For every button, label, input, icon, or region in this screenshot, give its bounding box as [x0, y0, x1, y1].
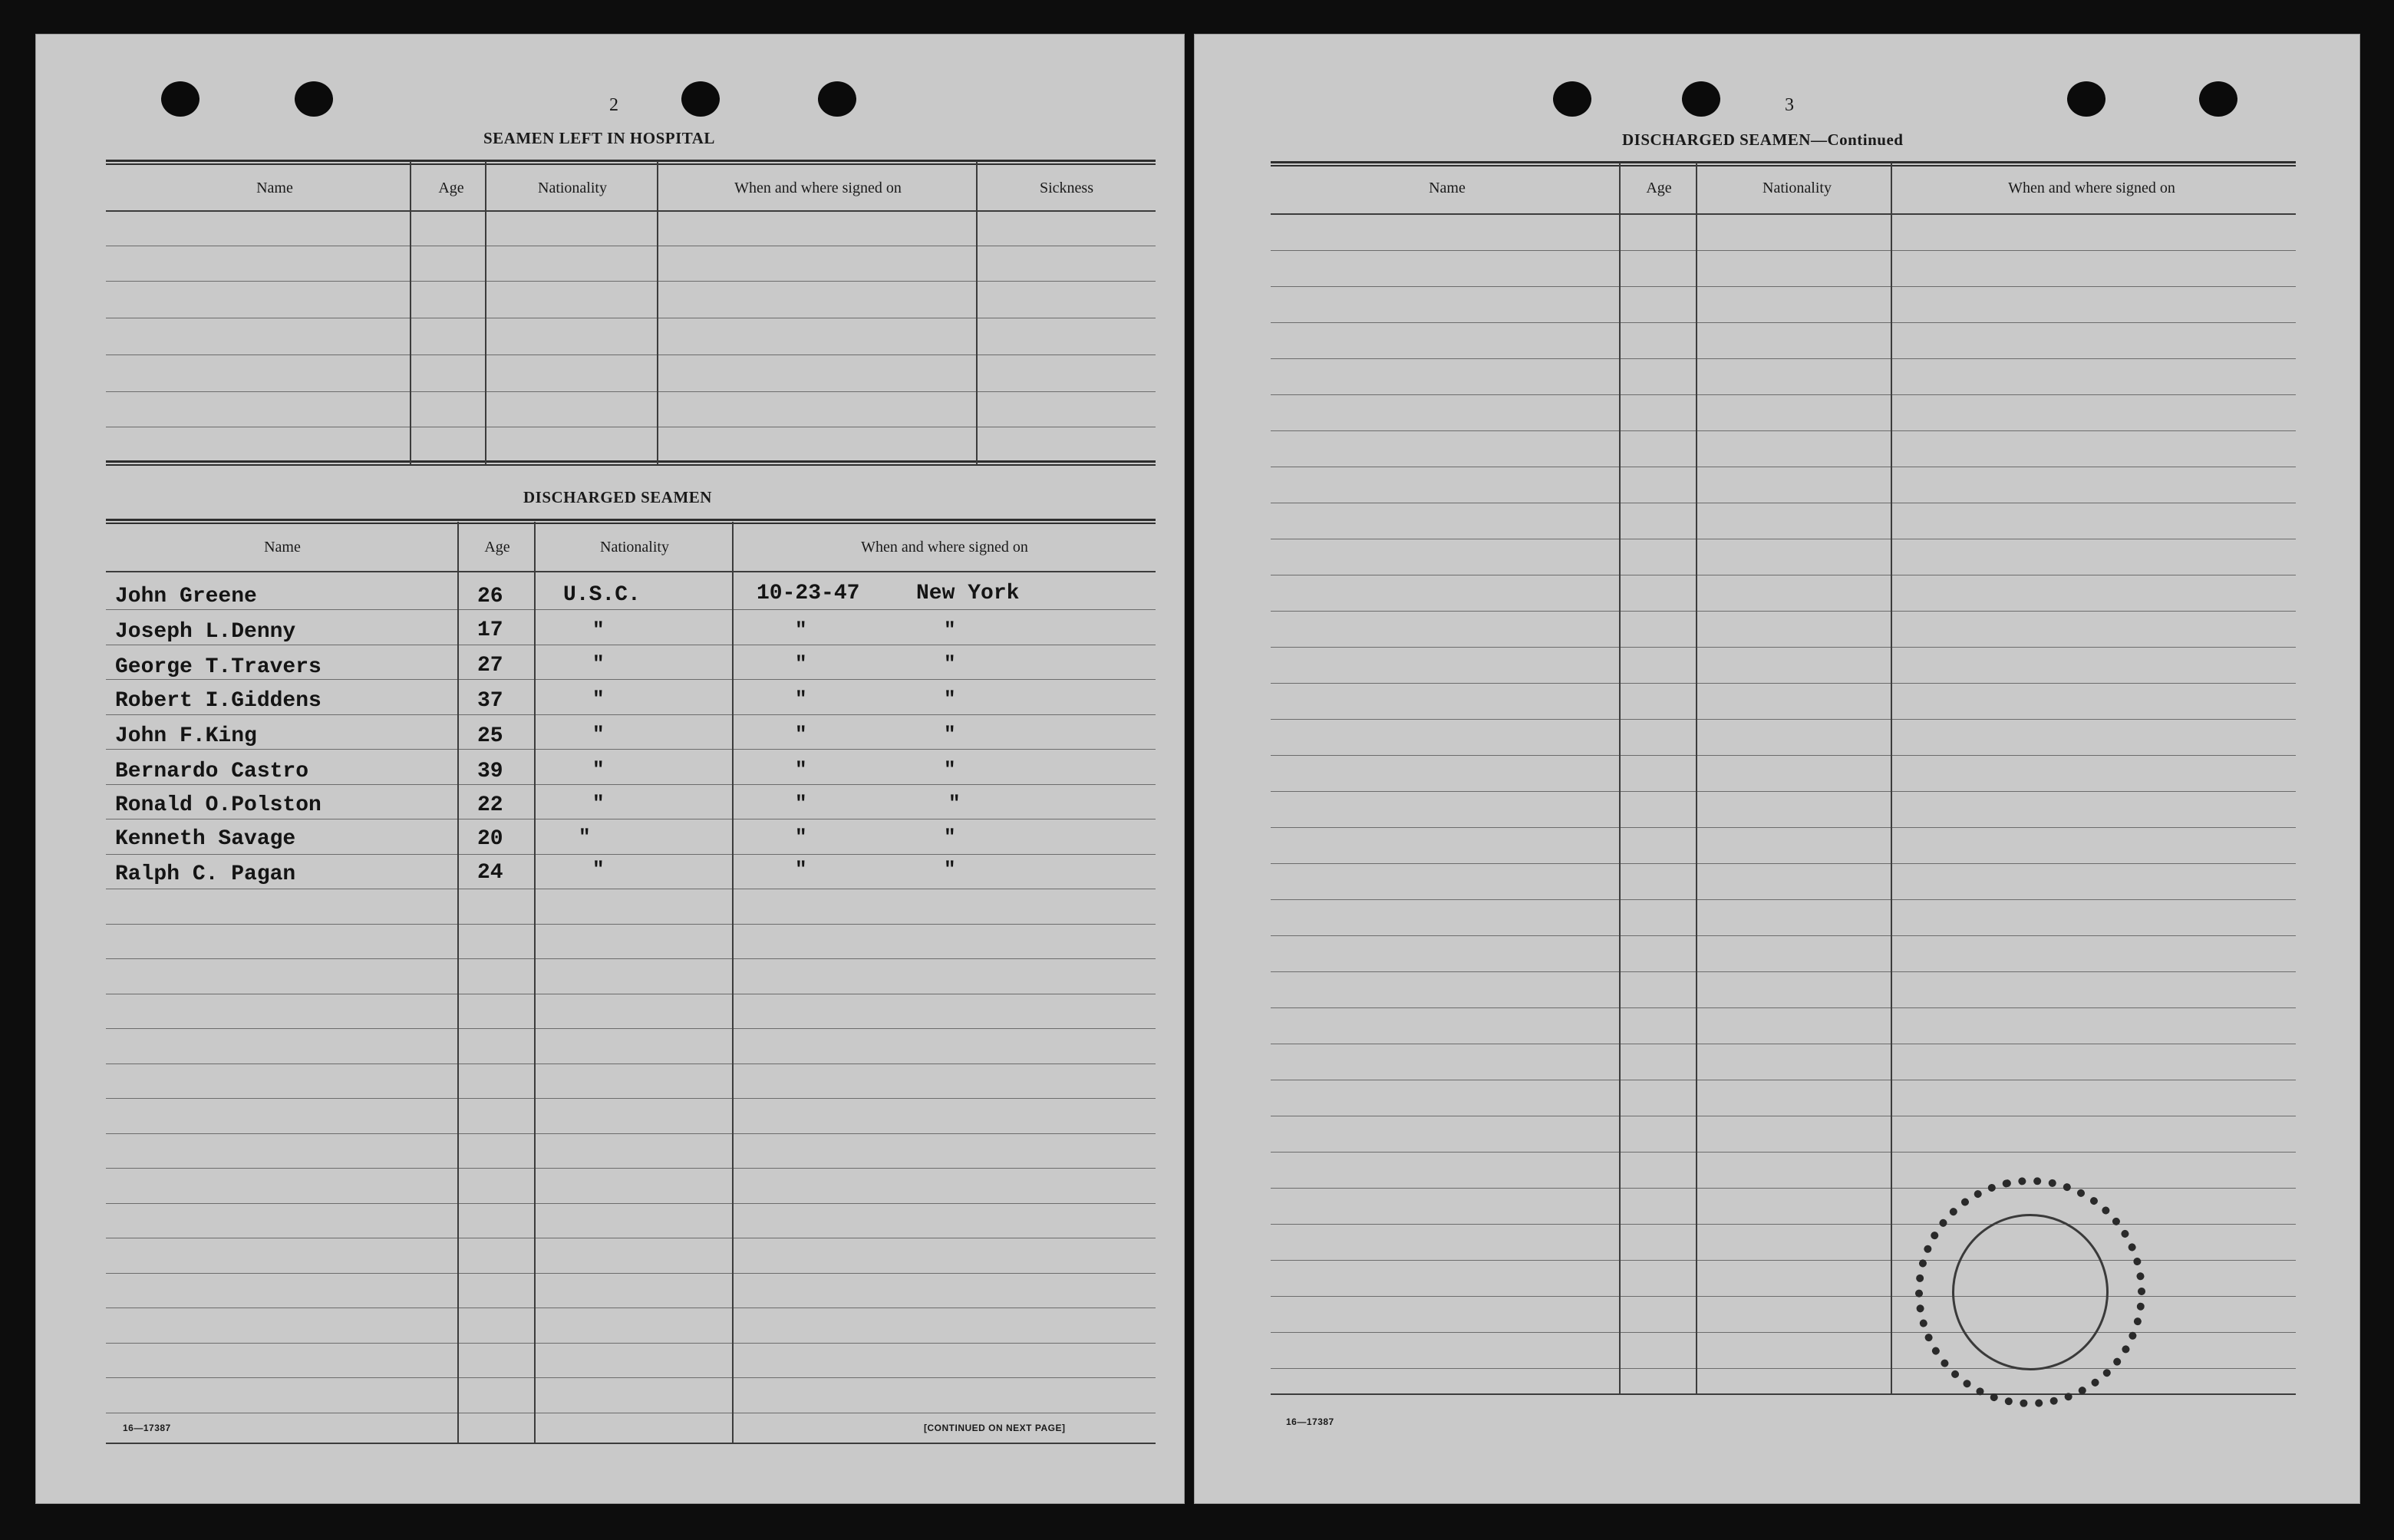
seaman-nationality: " [592, 618, 605, 641]
signed-place: " [948, 792, 961, 815]
ruled-line [106, 749, 1156, 750]
page-number: 3 [1785, 95, 1794, 115]
seaman-nationality: " [592, 858, 605, 881]
ruled-line [106, 1273, 1156, 1274]
punch-hole-icon [2199, 81, 2237, 117]
punch-hole-icon [818, 81, 856, 117]
ruled-line [106, 1063, 1156, 1064]
column-divider [457, 522, 459, 1443]
seaman-age: 26 [477, 585, 503, 608]
signed-place: " [944, 723, 956, 746]
ruled-line [1271, 322, 2296, 323]
punch-hole-icon [681, 81, 720, 117]
signed-date: " [795, 723, 807, 746]
signed-place: " [944, 618, 956, 641]
column-divider [1891, 163, 1892, 1393]
stamp-inner-ring [1937, 1199, 2123, 1385]
signed-date: " [795, 858, 807, 881]
ruled-line [106, 1168, 1156, 1169]
signed-place: " [944, 858, 956, 881]
hospital-col-name: Name [256, 180, 293, 196]
seaman-name: George T.Travers [115, 655, 322, 679]
column-divider [410, 161, 411, 465]
seaman-nationality: " [592, 688, 605, 711]
table-rule [106, 281, 1156, 282]
seaman-nationality: " [592, 652, 605, 675]
column-divider [1696, 163, 1697, 1393]
hospital-col-age: Age [438, 180, 464, 196]
ruled-line [106, 924, 1156, 925]
table-rule [106, 571, 1156, 572]
signed-place: " [944, 826, 956, 849]
seaman-name: John F.King [115, 724, 257, 748]
table-rule [106, 210, 1156, 212]
ruled-line [1271, 611, 2296, 612]
ruled-line [1271, 1224, 2296, 1225]
column-divider [534, 522, 536, 1443]
seaman-name: Ronald O.Polston [115, 793, 322, 817]
ruled-line [1271, 1332, 2296, 1333]
punch-hole-icon [161, 81, 200, 117]
punch-hole-icon [1682, 81, 1720, 117]
hospital-col-signed-on: When and where signed on [734, 180, 902, 196]
signed-place: " [944, 652, 956, 675]
ruled-line [1271, 286, 2296, 287]
signed-place: New York [916, 582, 1020, 605]
title-continued: —Continued [1810, 130, 1904, 149]
signed-date: " [795, 758, 807, 781]
right-col-age: Age [1646, 180, 1672, 196]
ruled-line [106, 1098, 1156, 1099]
header-rule [106, 519, 1156, 524]
right-page [1194, 34, 2360, 1504]
seaman-name: Joseph L.Denny [115, 620, 296, 644]
seaman-name: Bernardo Castro [115, 760, 309, 783]
ruled-line [106, 1028, 1156, 1029]
table-bottom-rule [106, 1443, 1156, 1444]
seaman-nationality: U.S.C. [563, 583, 641, 607]
discharged-col-age: Age [484, 539, 510, 556]
ruled-line [106, 1343, 1156, 1344]
ruled-line [1271, 430, 2296, 431]
seaman-age: 20 [477, 827, 503, 851]
ruled-line [106, 1133, 1156, 1134]
seaman-age: 24 [477, 861, 503, 885]
discharged-section-title: DISCHARGED SEAMEN [523, 488, 712, 506]
ruled-line [106, 679, 1156, 680]
seaman-name: Robert I.Giddens [115, 689, 322, 713]
signed-date: " [795, 688, 807, 711]
table-bottom-rule [1271, 1393, 2296, 1395]
ruled-line [1271, 791, 2296, 792]
seaman-age: 27 [477, 654, 503, 678]
form-number: 16—17387 [1286, 1416, 1334, 1427]
ruled-line [1271, 899, 2296, 900]
signed-date: " [795, 652, 807, 675]
ruled-line [106, 784, 1156, 785]
seaman-age: 17 [477, 618, 503, 642]
column-divider [732, 522, 734, 1443]
signed-place: " [944, 688, 956, 711]
discharged-col-signed-on: When and where signed on [861, 539, 1028, 556]
ruled-line [1271, 863, 2296, 864]
ruled-line [1271, 1368, 2296, 1369]
discharged-col-name: Name [264, 539, 301, 556]
punch-hole-icon [295, 81, 333, 117]
seaman-name: John Greene [115, 585, 257, 608]
table-rule [106, 354, 1156, 355]
seaman-age: 25 [477, 724, 503, 748]
punch-hole-icon [1553, 81, 1591, 117]
hospital-col-nationality: Nationality [538, 180, 607, 196]
hospital-section-title: SEAMEN LEFT IN HOSPITAL [483, 129, 715, 147]
ruled-line [1271, 647, 2296, 648]
ruled-line [1271, 719, 2296, 720]
ruled-line [1271, 827, 2296, 828]
right-col-name: Name [1429, 180, 1466, 196]
ruled-line [106, 609, 1156, 610]
punch-hole-icon [2067, 81, 2105, 117]
hospital-col-sickness: Sickness [1040, 180, 1093, 196]
ruled-line [1271, 935, 2296, 936]
seaman-name: Kenneth Savage [115, 827, 296, 851]
ruled-line [1271, 1152, 2296, 1153]
ruled-line [106, 854, 1156, 855]
ruled-line [106, 714, 1156, 715]
header-rule [106, 160, 1156, 165]
ruled-line [1271, 250, 2296, 251]
ruled-line [106, 1203, 1156, 1204]
seaman-nationality: " [579, 826, 591, 849]
page-number: 2 [609, 95, 618, 115]
ruled-line [1271, 755, 2296, 756]
discharged-continued-title [1622, 130, 1903, 150]
seaman-age: 37 [477, 689, 503, 713]
right-col-signed-on: When and where signed on [2008, 180, 2175, 196]
table-bottom-rule [106, 460, 1156, 466]
ruled-line [1271, 1007, 2296, 1008]
signed-date: " [795, 826, 807, 849]
column-divider [485, 161, 486, 465]
column-divider [976, 161, 978, 465]
signed-date: 10-23-47 [757, 582, 860, 605]
ruled-line [1271, 971, 2296, 972]
right-col-nationality: Nationality [1763, 180, 1832, 196]
column-divider [657, 161, 658, 465]
ruled-line [1271, 683, 2296, 684]
signed-date: " [795, 792, 807, 815]
form-number: 16—17387 [123, 1423, 171, 1433]
column-divider [1619, 163, 1621, 1393]
ruled-line [1271, 1188, 2296, 1189]
ruled-line [106, 1377, 1156, 1378]
header-rule [1271, 161, 2296, 167]
ruled-line [1271, 358, 2296, 359]
signed-date: " [795, 618, 807, 641]
seaman-nationality: " [592, 723, 605, 746]
seaman-age: 22 [477, 793, 503, 817]
ruled-line [1271, 394, 2296, 395]
continued-note: [CONTINUED ON NEXT PAGE] [924, 1423, 1066, 1433]
circular-stamp-icon [1894, 1156, 2167, 1429]
table-rule [1271, 213, 2296, 215]
signed-place: " [944, 758, 956, 781]
ruled-line [106, 958, 1156, 959]
discharged-col-nationality: Nationality [600, 539, 669, 556]
seaman-name: Ralph C. Pagan [115, 862, 296, 886]
seaman-age: 39 [477, 760, 503, 783]
seaman-nationality: " [592, 792, 605, 815]
seaman-nationality: " [592, 758, 605, 781]
table-rule [106, 391, 1156, 392]
left-page [35, 34, 1185, 1504]
title-main: DISCHARGED SEAMEN [1622, 130, 1811, 149]
ruled-line [1271, 1260, 2296, 1261]
